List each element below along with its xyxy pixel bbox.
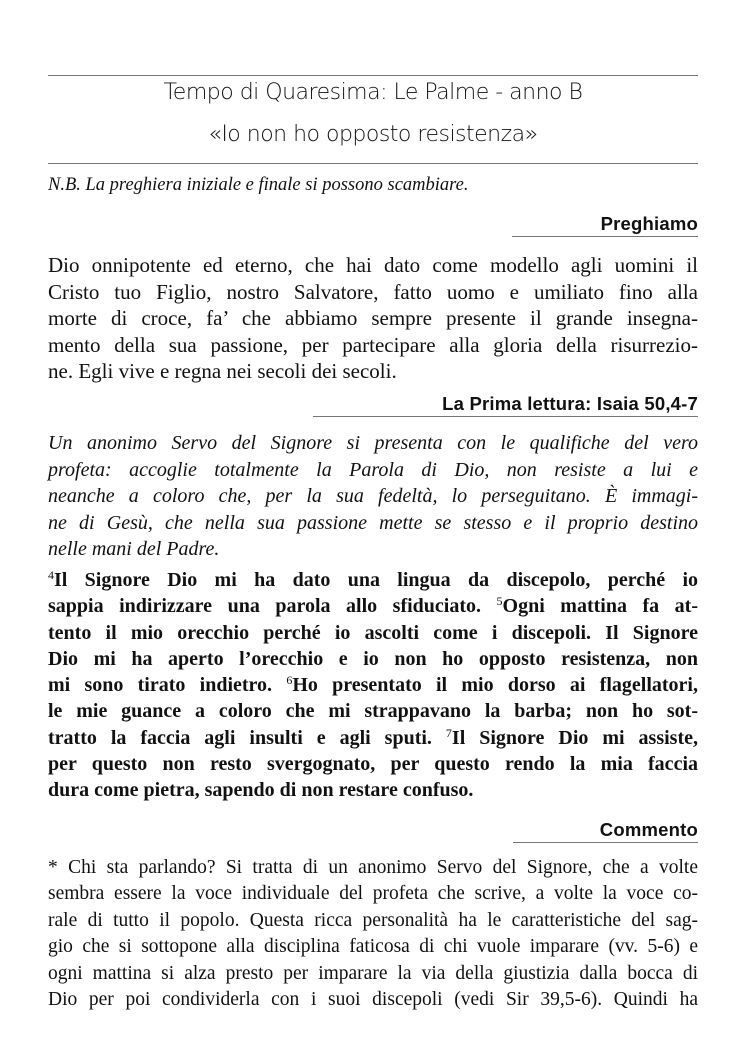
section-heading-prima-lettura: La Prima lettura: Isaia 50,4-7 bbox=[313, 393, 698, 417]
intro-line: ne di Gesù, che nella sua passione mette se stesso e il proprio destino bbox=[48, 511, 698, 534]
reading-line: mi sono tirato indietro. $^6$Ho presentato il mio dorso ai flagellatori, bbox=[48, 673, 698, 697]
prayer-line: mento della sua passione, per partecipare alla gloria della risurrezio- bbox=[48, 332, 698, 357]
prayer-paragraph bbox=[48, 252, 698, 385]
header-bottom-rule bbox=[48, 163, 698, 164]
prayer-line: Cristo tuo Figlio, nostro Salvatore, fatto uomo e umiliato fino alla bbox=[48, 279, 698, 304]
intro-line: nelle mani del Padre. bbox=[48, 538, 220, 561]
reading-line: sappia indirizzare una parola allo sfiduciato. $^5$Ogni mattina fa at- bbox=[48, 594, 698, 618]
reading-line: $^4$Il Signore Dio mi ha dato una lingua da discepolo, perché io bbox=[48, 568, 698, 591]
reading-line: tento il mio orecchio perché io ascolti come i discepoli. Il Signore bbox=[48, 621, 698, 644]
intro-line: profeta: accoglie totalmente la Parola di Dio, non resiste a lui e bbox=[48, 458, 698, 481]
reading-line: Dio mi ha aperto l’orecchio e io non ho opposto resistenza, non bbox=[48, 647, 698, 670]
section-heading-preghiamo: Preghiamo bbox=[512, 213, 698, 237]
reading-text bbox=[48, 567, 698, 804]
prayer-line: Dio onnipotente ed eterno, che hai dato come modello agli uomini il bbox=[48, 253, 698, 277]
commentary-line: rale di tutto il popolo. Questa ricca personalità ha le caratteristiche del sag- bbox=[48, 909, 698, 931]
reading-line: tratto la faccia agli insulti e agli sputi. $^7$Il Signore Dio mi assiste, bbox=[48, 725, 699, 749]
document-subtitle: «Io non ho opposto resistenza» bbox=[208, 122, 538, 147]
intro-line: Un anonimo Servo del Signore si presenta con le qualifiche del vero bbox=[48, 432, 698, 454]
prayer-line: ne. Egli vive e regna nei secoli dei secoli. bbox=[48, 359, 397, 384]
reading-line: le mie guance a coloro che mi strappavano la barba; non ho sot- bbox=[48, 700, 698, 723]
reading-intro-paragraph bbox=[48, 430, 698, 563]
prayer-line: morte di croce, fa’ che abbiamo sempre presente il grande insegna- bbox=[48, 306, 698, 331]
verse-number: 4 bbox=[48, 568, 54, 582]
section-heading-commento: Commento bbox=[513, 819, 698, 843]
document-title: Tempo di Quaresima: Le Palme - anno B bbox=[163, 80, 583, 105]
intro-line: neanche a coloro che, per la sua fedeltà, lo perseguitano. È immagi- bbox=[48, 485, 698, 508]
commentary-line: ogni mattina si alza presto per imparare la via della giustizia dalla bocca di bbox=[48, 962, 698, 984]
reading-line: dura come pietra, sapendo di non restare confuso. bbox=[48, 779, 474, 802]
commentary-line: Dio per poi condividerla con i suoi discepoli (vedi Sir 39,5-6). Quindi ha bbox=[48, 989, 698, 1011]
verse-number: 5 bbox=[496, 594, 503, 609]
verse-number: 6 bbox=[286, 673, 293, 688]
commentary-line: * Chi sta parlando? Si tratta di un anonimo Servo del Signore, che a volte bbox=[48, 857, 698, 878]
commentary-line: sembra essere la voce individuale del profeta che scrive, a volte la voce co- bbox=[48, 883, 698, 905]
header-top-rule bbox=[48, 75, 698, 76]
commentary-line: gio che si sottopone alla disciplina faticosa di chi vuole imparare (vv. 5-6) e bbox=[48, 936, 698, 958]
commentary-paragraph bbox=[48, 855, 698, 1013]
document-page bbox=[48, 0, 698, 1058]
note-text: N.B. La preghiera iniziale e finale si possono scambiare. bbox=[48, 175, 469, 195]
verse-number: 7 bbox=[445, 725, 452, 740]
reading-line: per questo non resto svergognato, per questo rendo la mia faccia bbox=[48, 753, 698, 776]
